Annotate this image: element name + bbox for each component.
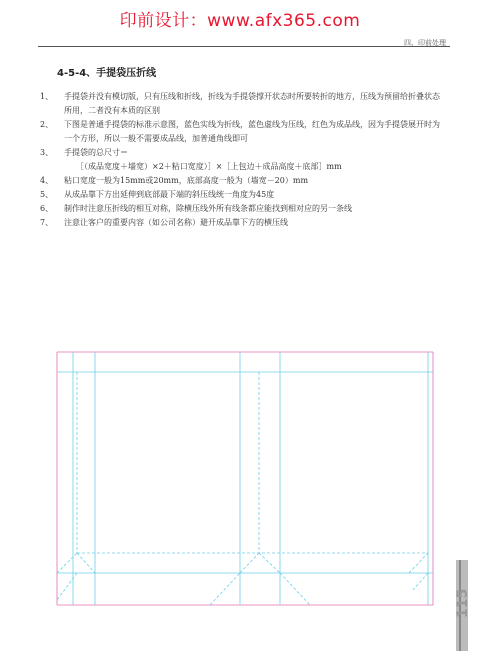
- item-text: 手提袋并没有模切版，只有压线和折线，折线为手提袋撑开状态时所要转折的地方，压线为预留给折叠状态所用，二者没有本质的区别: [64, 92, 440, 115]
- crease-line-diagonal: [77, 553, 95, 573]
- running-head: 四、印前处理: [404, 39, 446, 47]
- crease-line-diagonal: [259, 553, 280, 573]
- watermark: 印前设计：www.afx365.com: [119, 11, 361, 31]
- item-text: 注意让客户的重要内容（如公司名称）避开成品靠下方的横压线: [64, 218, 288, 227]
- page-number: 115: [455, 588, 471, 618]
- item-text: 手提袋的总尺寸＝: [64, 148, 128, 157]
- section-title: 4-5-4、手提袋压折线: [57, 68, 157, 79]
- item-text: 粘口宽度一般为15mm或20mm，底部高度一般为（墙宽－20）mm: [64, 176, 309, 185]
- crease-line-diagonal: [57, 573, 77, 600]
- crease-line-diagonal: [240, 553, 259, 573]
- item-number: 2、: [40, 120, 54, 129]
- item-number: 7、: [40, 218, 54, 227]
- size-formula: ［（成品宽度＋墙宽）×2＋粘口宽度）］×［上包边＋成品高度＋底部］mm: [76, 162, 342, 171]
- crease-line-diagonal: [409, 553, 428, 573]
- finish-lines: [57, 352, 433, 605]
- fold-lines: [57, 352, 433, 605]
- crease-line-diagonal: [280, 573, 310, 605]
- item-text: 制作时注意压折线的相互对称，除横压线外所有线条都应能找到相对应的另一条线: [64, 204, 352, 213]
- crease-line-diagonal: [210, 573, 240, 605]
- item-text: 从成品靠下方出延伸到底部最下端的斜压线统一角度为45度: [64, 190, 275, 199]
- item-number: 6、: [40, 204, 54, 213]
- item-text: 下图是普通手提袋的标准示意图，蓝色实线为折线，蓝色虚线为压线，红色为成品线，因为手提袋展开时为一个方形，所以一般不需要成品线，加普通角线即可: [64, 120, 440, 143]
- crease-line-diagonal: [413, 573, 428, 590]
- crease-lines: [57, 372, 428, 605]
- crease-line-diagonal: [57, 553, 77, 573]
- item-number: 3、: [40, 148, 54, 157]
- item-number: 4、: [40, 176, 54, 185]
- item-number: 1、: [40, 92, 54, 101]
- item-number: 5、: [40, 190, 54, 199]
